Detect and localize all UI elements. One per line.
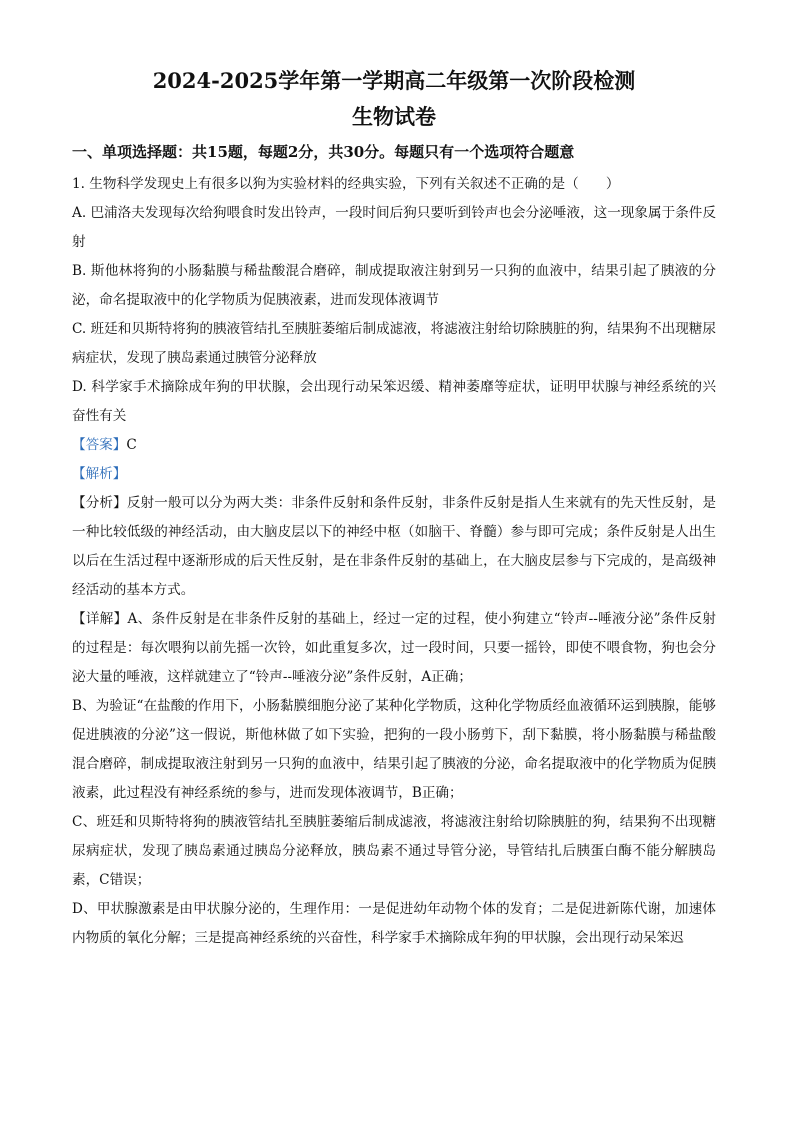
fenxi-tag: 【分析】 xyxy=(72,495,127,511)
option-c: C. 班廷和贝斯特将狗的胰液管结扎至胰脏萎缩后制成滤液，将滤液注射给切除胰脏的狗，结果狗不出现糖尿病症状，发现了胰岛素通过胰管分泌释放 xyxy=(72,321,716,366)
answer-line xyxy=(72,431,716,460)
answer-value: C xyxy=(126,437,137,453)
fenxi-text: 反射一般可以分为两大类：非条件反射和条件反射，非条件反射是指人生来就有的先天性反射，是一种比较低级的神经活动，由大脑皮层以下的神经中枢（如脑干、脊髓）参与即可完成；条件反射是人出生以后在生活过程中逐渐形成的后天性反射，是在非条件反射的基础上，在大脑皮层参与下完成的，是高级神经活动的基本方式。 xyxy=(72,495,717,598)
answer-tag: 【答案】 xyxy=(72,437,127,453)
analysis-xiangjie-b: B、为验证“在盐酸的作用下，小肠黏膜细胞分泌了某种化学物质，这种化学物质经血液循环运到胰腺，能够促进胰液的分泌”这一假说，斯他林做了如下实验，把狗的一段小肠剪下，刮下黏膜，将小肠黏膜与稀盐酸混合磨碎，制成提取液注射到另一只狗的血液中，结果引起了胰液的分泌，命名提取液中的化学物质为促胰液素，此过程没有神经系统的参与，进而发现体液调节，B正确； xyxy=(72,698,716,801)
analysis-tag: 【解析】 xyxy=(72,466,127,482)
analysis-xiangjie-d: D、甲状腺激素是由甲状腺分泌的，生理作用：一是促进幼年动物个体的发育；二是促进新陈代谢，加速体内物质的氧化分解；三是提高神经系统的兴奋性，科学家手术摘除成年狗的甲状腺，会出现行动呆笨迟 xyxy=(72,901,716,946)
analysis-heading xyxy=(72,460,716,489)
question-stem: 1. 生物科学发现史上有很多以狗为实验材料的经典实验，下列有关叙述不正确的是（ ） xyxy=(72,176,620,192)
option-b: B. 斯他林将狗的小肠黏膜与稀盐酸混合磨碎，制成提取液注射到另一只狗的血液中，结果引起了胰液的分泌，命名提取液中的化学物质为促胰液素，进而发现体液调节 xyxy=(72,263,716,308)
option-a: A. 巴浦洛夫发现每次给狗喂食时发出铃声，一段时间后狗只要听到铃声也会分泌唾液，这一现象属于条件反射 xyxy=(72,205,716,250)
section-heading: 一、单项选择题：共15题，每题2分，共30分。每题只有一个选项符合题意 xyxy=(72,143,575,161)
analysis-xiangjie-c: C、班廷和贝斯特将狗的胰液管结扎至胰脏萎缩后制成滤液，将滤液注射给切除胰脏的狗，结果狗不出现糖尿病症状，发现了胰岛素通过胰岛分泌释放，胰岛素不通过导管分泌，导管结扎后胰蛋白酶不能分解胰岛素，C错误； xyxy=(72,814,716,888)
analysis-xiangjie-a xyxy=(72,605,716,692)
xiangjie-tag: 【详解】 xyxy=(72,611,128,627)
option-d: D. 科学家手术摘除成年狗的甲状腺，会出现行动呆笨迟缓、精神萎靡等症状，证明甲状腺与神经系统的兴奋性有关 xyxy=(72,379,716,424)
page-subtitle: 生物试卷 xyxy=(352,104,436,129)
page-title: 2024-2025学年第一学期高二年级第一次阶段检测 xyxy=(152,68,636,93)
xiangjie-a-text: A、条件反射是在非条件反射的基础上，经过一定的过程，使小狗建立“铃声--唾液分泌”条件反射的过程是：每次喂狗以前先摇一次铃，如此重复多次，过一段时间，只要一摇铃，即使不喂食物，狗也会分泌大量的唾液，这样就建立了“铃声--唾液分泌”条件反射，A正确； xyxy=(72,611,716,685)
analysis-fenxi xyxy=(72,489,716,605)
